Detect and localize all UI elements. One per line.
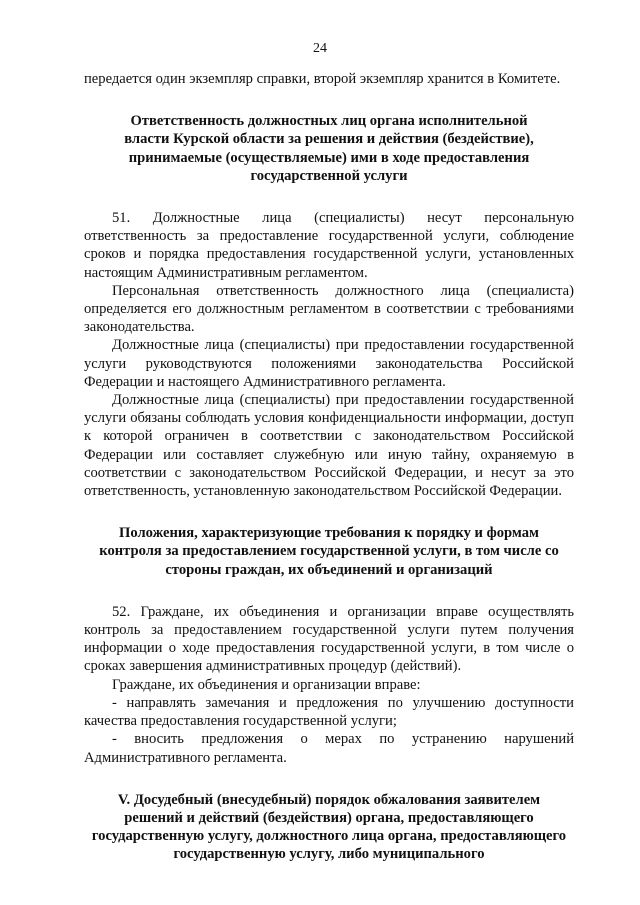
section-heading-responsibility: Ответственность должностных лиц органа исполнительной власти Курской области за решения и действия (бездействие), принимаемые (осуществляемые) ими в ходе предоставления государственной услуги <box>124 113 534 184</box>
paragraph-52-proposals: - вносить предложения о мерах по устранению нарушений Административного регламента. <box>84 731 574 766</box>
intro-paragraph: передается один экземпляр справки, второй экземпляр хранится в Комитете. <box>84 71 561 87</box>
section-heading-control: Положения, характеризующие требования к порядку и формам контроля за предоставлением государственной услуги, в том числе со стороны граждан, их объединений и организаций <box>99 525 559 578</box>
paragraph-51-legislation: Должностные лица (специалисты) при предоставлении государственной услуги руководствуются положениями законодательства Российской Федерации и настоящего Административного регламента. <box>84 337 574 390</box>
paragraph-51-personal-responsibility: Персональная ответственность должностного лица (специалиста) определяется его должностным регламентом в соответствии с требованиями законодательства. <box>84 282 574 336</box>
document-body <box>84 70 574 864</box>
section-heading-appeal: V. Досудебный (внесудебный) порядок обжалования заявителем решений и действий (бездействия) органа, предоставляющего государственную услугу, должностного лица органа, предоставляющего государственную услугу, либо муниципального <box>91 791 567 863</box>
page-number: 24 <box>313 41 327 56</box>
paragraph-52-rights: Граждане, их объединения и организации вправе: <box>112 676 421 693</box>
paragraph-52: 52. Граждане, их объединения и организации вправе осуществлять контроль за предоставлением государственной услуги путем получения информации о ходе предоставления государственной услуги, в том числе о сроках завершения административных процедур (действий). <box>84 603 574 675</box>
paragraph-51: 51. Должностные лица (специалисты) несут персональную ответственность за предоставление государственной услуги, соблюдение сроков и порядка предоставления государственной услуги, установленных настоящим Административным регламентом. <box>84 210 574 281</box>
paragraph-52-remarks: - направлять замечания и предложения по улучшению доступности качества предоставления государственной услуги; <box>84 694 574 730</box>
paragraph-51-confidentiality: Должностные лица (специалисты) при предоставлении государственной услуги обязаны соблюдать условия конфиденциальности информации, доступ к которой ограничен в соответствии с законодательством Российской Федерации или составляет служебную или иную тайну, охраняемую в соответствии с законодательством Российской Федерации, и несут за это ответственность, установленную законодательством Российской Федерации. <box>84 392 574 500</box>
